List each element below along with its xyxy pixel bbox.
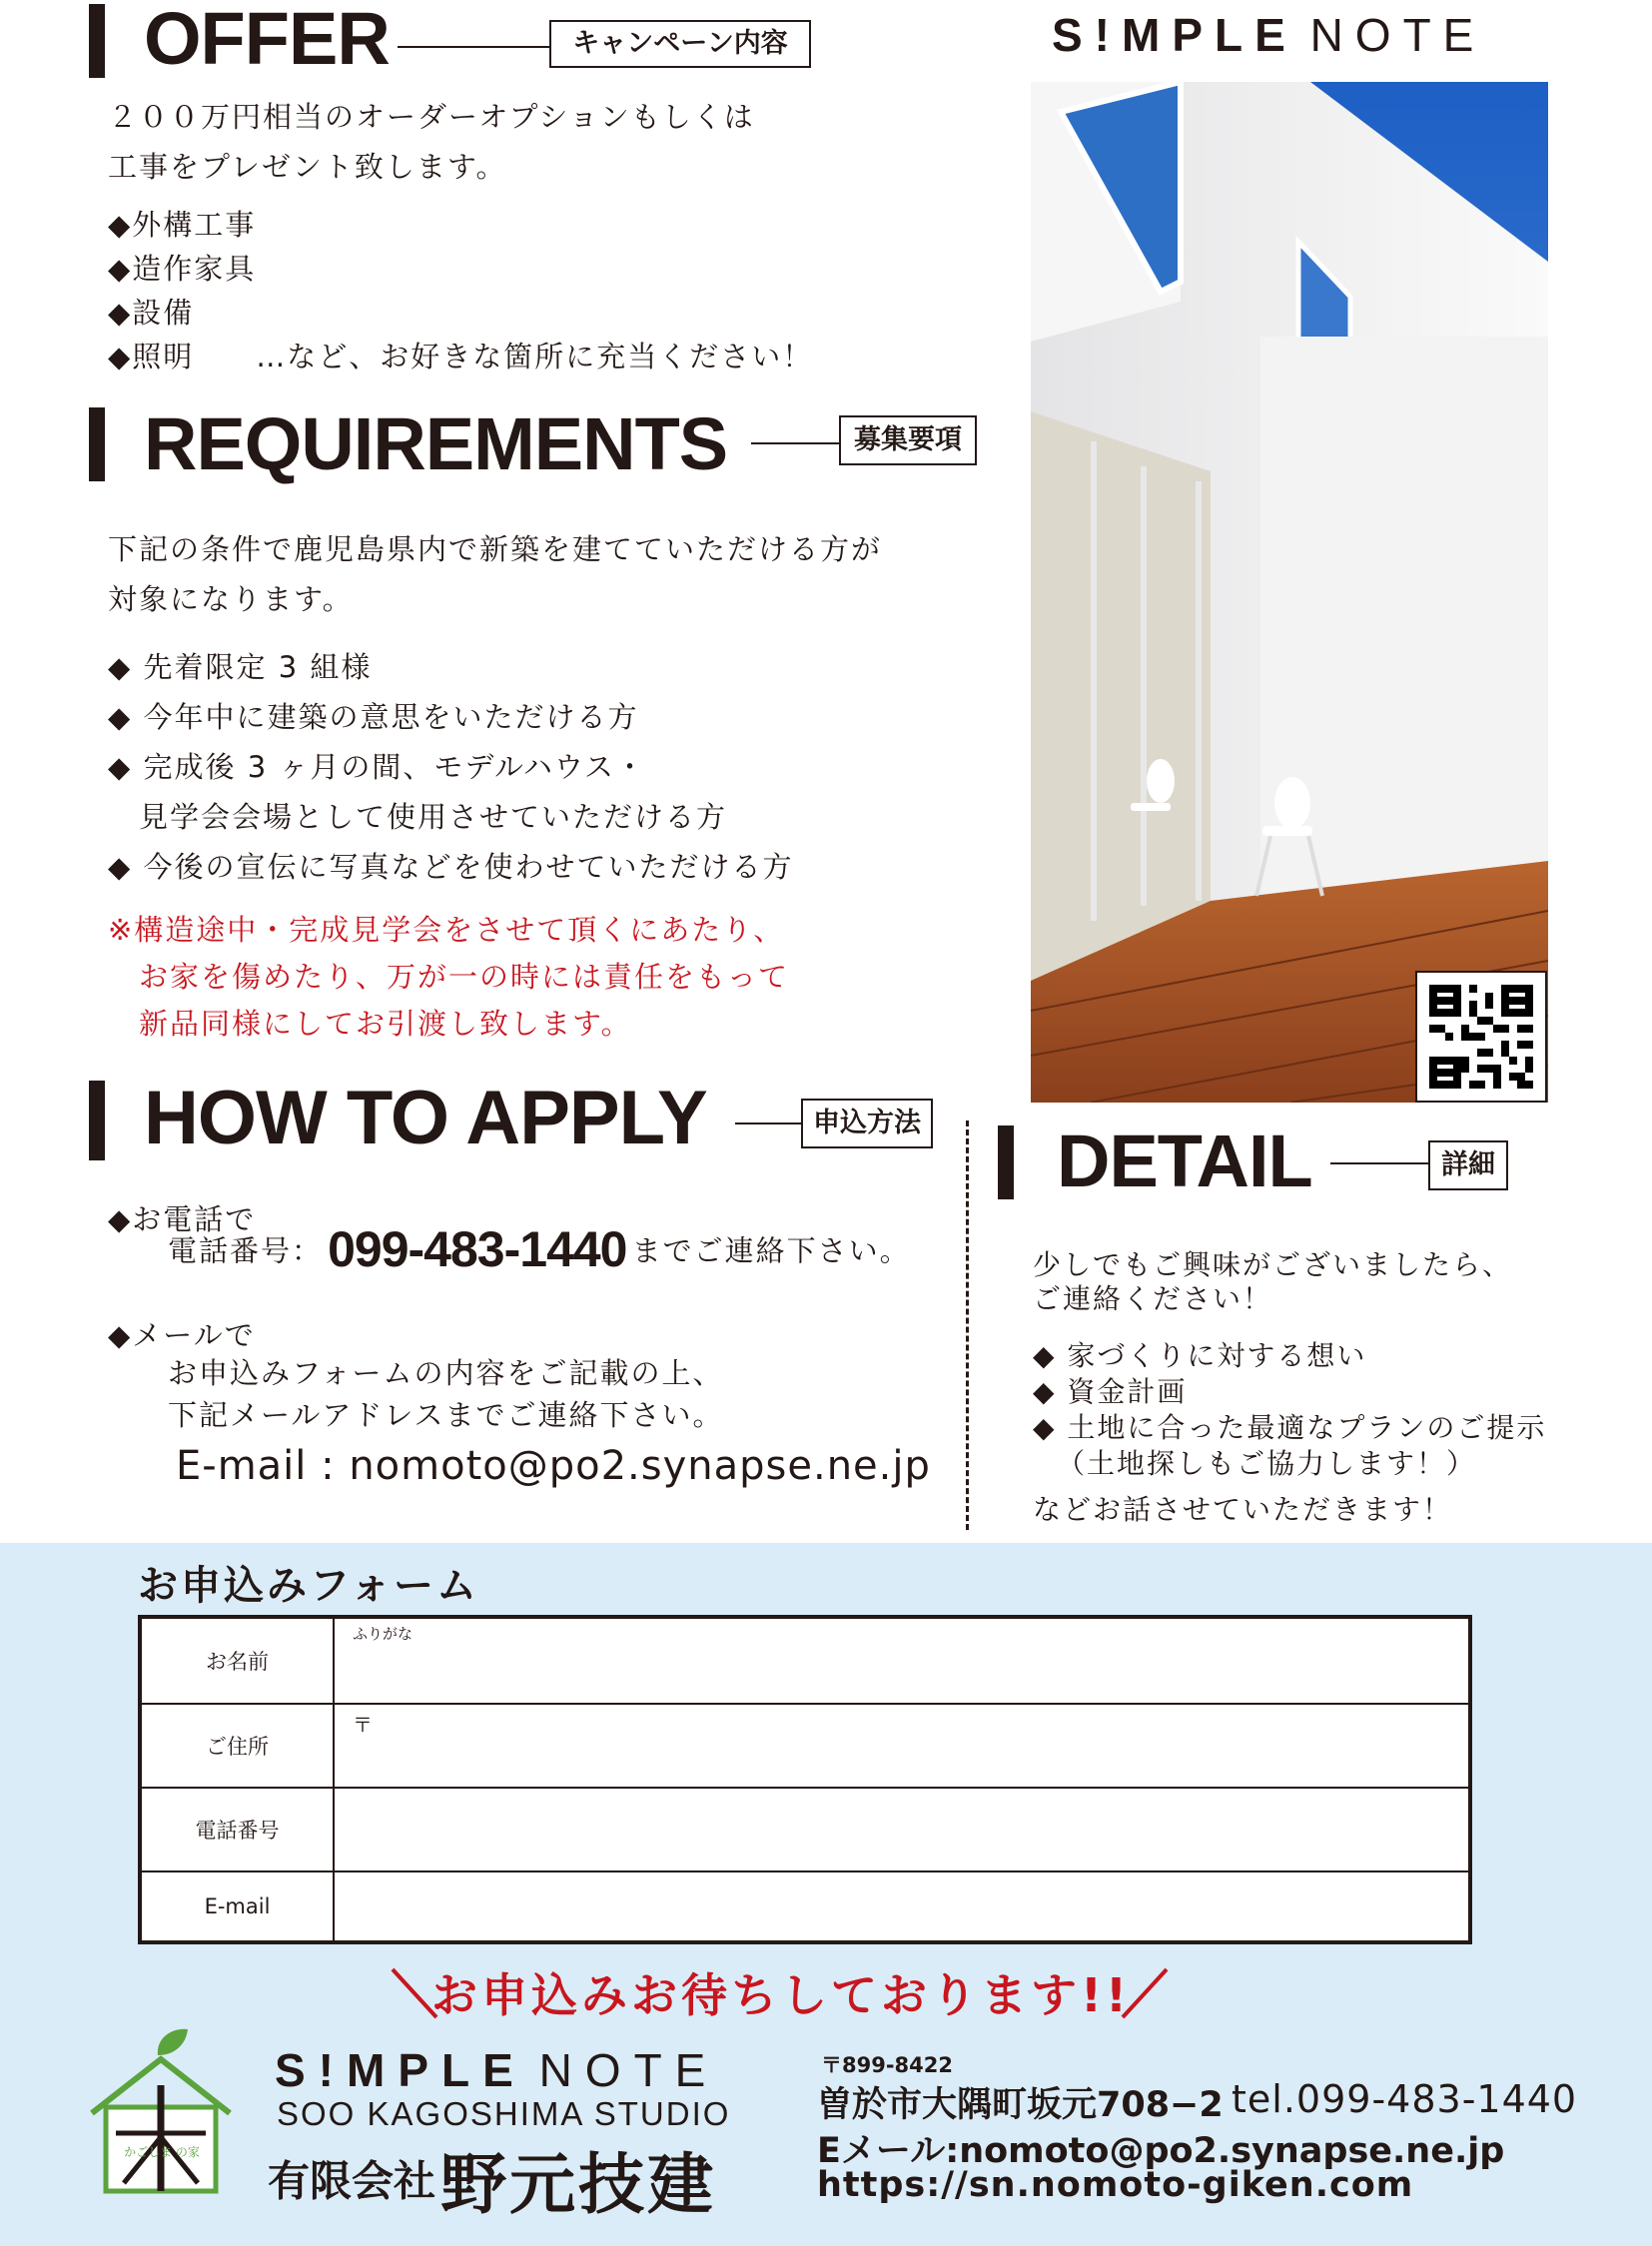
house-logo-text: かごしま の家	[124, 2145, 200, 2159]
qr-code[interactable]	[1415, 971, 1547, 1103]
footer-url[interactable]: https://sn.nomoto-giken.com	[817, 2165, 1414, 2205]
offer-title: OFFER	[144, 0, 390, 80]
footer-email[interactable]: Eメール:nomoto@po2.synapse.ne.jp	[817, 2131, 1505, 2171]
detail-title-bar	[998, 1125, 1014, 1199]
apply-title-line	[735, 1123, 801, 1124]
offer-title-line	[398, 46, 549, 48]
mail-line-2: 下記メールアドレスまでご連絡下さい。	[168, 1398, 724, 1432]
offer-tag: キャンペーン内容	[549, 20, 811, 68]
detail-intro-2: ご連絡ください！	[1033, 1282, 1273, 1315]
offer-intro-1: ２００万円相当のオーダーオプションもしくは	[108, 100, 755, 134]
name-field[interactable]	[334, 1617, 1470, 1704]
requirements-intro-1: 下記の条件で鹿児島県内で新築を建てていただける方が	[108, 532, 883, 566]
list-item: ◆設備	[108, 296, 195, 330]
house-photo-illustration	[1031, 82, 1548, 1103]
house-photo	[1031, 82, 1548, 1103]
apply-title: HOW TO APPLY	[144, 1076, 707, 1160]
form-label-phone: 電話番号	[140, 1788, 334, 1872]
phone-suffix: までご連絡下さい。	[631, 1233, 911, 1268]
detail-intro-1: 少しでもご興味がございましたら、	[1033, 1248, 1513, 1281]
phone-line	[168, 1220, 911, 1278]
email-field[interactable]	[334, 1872, 1470, 1942]
column-divider	[966, 1121, 969, 1530]
postal-mark: 〒	[353, 1712, 373, 1737]
detail-title-line	[1330, 1162, 1428, 1164]
mail-heading: ◆メールで	[108, 1318, 256, 1352]
application-form	[138, 1615, 1472, 1944]
apply-tag: 申込方法	[801, 1099, 933, 1148]
list-item: ◆ 先着限定 3 組様	[108, 650, 373, 684]
furigana-hint: ふりがな	[353, 1625, 413, 1643]
company-name: 有限会社 野元技建	[268, 2145, 717, 2223]
list-item: ◆ 土地に合った最適なプランのご提示	[1033, 1411, 1547, 1444]
studio-name: SOO KAGOSHIMA STUDIO	[277, 2095, 731, 2132]
apply-title-bar	[89, 1081, 105, 1160]
requirements-title-bar	[89, 407, 105, 481]
detail-outro: などお話させていただきます！	[1033, 1493, 1453, 1526]
qr-code-icon	[1429, 985, 1533, 1089]
list-item: 見学会会場として使用させていただける方	[108, 800, 728, 834]
detail-title: DETAIL	[1057, 1120, 1312, 1202]
requirements-list	[108, 642, 794, 892]
list-item: ◆造作家具	[108, 252, 257, 286]
phone-heading: ◆お電話で	[108, 1202, 257, 1236]
requirements-note	[108, 907, 789, 1048]
phone-number[interactable]: 099-483-1440	[328, 1221, 627, 1277]
detail-tag: 詳細	[1428, 1140, 1508, 1190]
cta-text: お申込みお待ちしております!!	[431, 1968, 1131, 2022]
list-item: （土地探しもご協力します！）	[1057, 1447, 1477, 1480]
note-line: お家を傷めたり、万が一の時には責任をもって	[108, 960, 790, 994]
phone-label: 電話番号：	[168, 1233, 324, 1268]
list-item: ◆ 今年中に建築の意思をいただける方	[108, 700, 639, 734]
house-leaf-icon	[86, 2025, 236, 2205]
requirements-intro-2: 対象になります。	[108, 582, 354, 616]
brand-logo: S!MPLE NOTE	[1052, 9, 1486, 61]
footer-address: 曽於市大隅町坂元708−2	[817, 2085, 1224, 2125]
requirements-title: REQUIREMENTS	[144, 402, 728, 485]
footer-postal: 〒899-8422	[821, 2053, 953, 2077]
footer-tel[interactable]: tel.099-483-1440	[1232, 2077, 1578, 2121]
house-logo	[86, 2025, 236, 2205]
mail-line-1: お申込みフォームの内容をご記載の上、	[168, 1356, 724, 1390]
list-item: ◆ 資金計画	[1033, 1375, 1188, 1408]
offer-list	[108, 203, 813, 378]
detail-list	[1033, 1338, 1546, 1482]
address-field[interactable]	[334, 1704, 1470, 1788]
note-line: 新品同様にしてお引渡し致します。	[108, 1007, 632, 1041]
form-label-address: ご住所	[140, 1704, 334, 1788]
offer-title-bar	[89, 4, 105, 78]
email-address[interactable]: E-mail : nomoto@po2.synapse.ne.jp	[176, 1443, 931, 1489]
note-line: ※構造途中・完成見学会をさせて頂くにあたり、	[108, 913, 785, 947]
cta-slash-right	[1115, 1963, 1175, 2023]
footer-brand-logo: S!MPLE NOTE	[275, 2044, 719, 2096]
form-title: お申込みフォーム	[138, 1563, 479, 1609]
form-label-name: お名前	[140, 1617, 334, 1704]
requirements-title-line	[751, 442, 839, 444]
phone-field[interactable]	[334, 1788, 1470, 1872]
offer-intro-2: 工事をプレゼント致します。	[108, 150, 507, 184]
list-item: ◆外構工事	[108, 208, 257, 242]
list-item: ◆照明 …など、お好きな箇所に充当ください！	[108, 340, 814, 374]
form-label-email: E-mail	[140, 1872, 334, 1942]
list-item: ◆ 今後の宣伝に写真などを使わせていただける方	[108, 850, 794, 884]
requirements-tag: 募集要項	[839, 415, 977, 465]
list-item: ◆ 家づくりに対する想い	[1033, 1339, 1367, 1372]
list-item: ◆ 完成後 3 ヶ月の間、モデルハウス・	[108, 750, 647, 784]
